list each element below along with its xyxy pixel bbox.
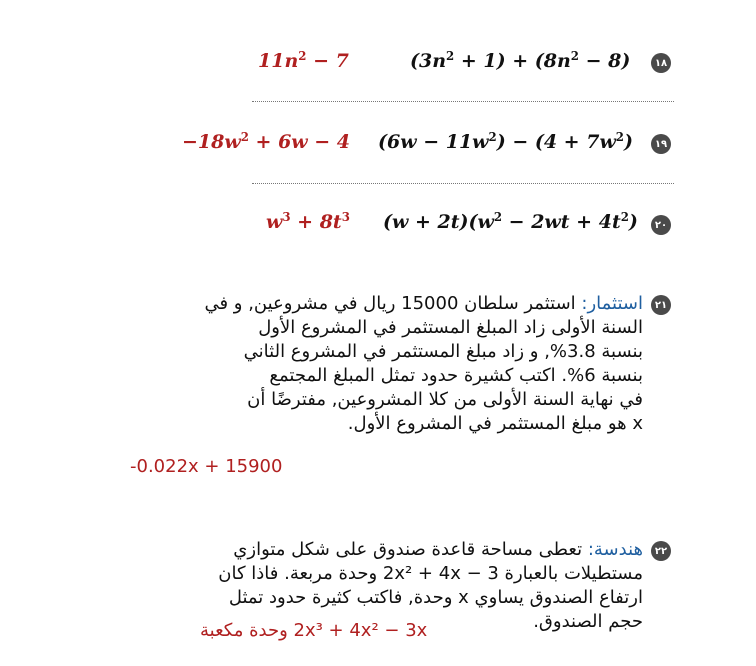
problem-19-question: $(6w - 11w^2) - (4 + 7w^2)$ bbox=[378, 129, 633, 153]
problem-number-badge: ٢١ bbox=[651, 295, 671, 315]
problem-number-badge: ٢٠ bbox=[651, 215, 671, 235]
topic-label: هندسة: bbox=[587, 539, 643, 560]
problem-number-badge: ٢٢ bbox=[651, 541, 671, 561]
text-line: بنسبة 3.8%, و زاد مبلغ المستثمر في المشروع الثاني bbox=[243, 341, 643, 362]
divider bbox=[252, 183, 674, 184]
problem-21-answer: -0.022x + 15900 bbox=[130, 456, 283, 477]
text-line: ارتفاع الصندوق يساوي x وحدة, فاكتب كثيرة حدود تمثل bbox=[228, 587, 643, 608]
text-line: استثمر سلطان 15000 ريال في مشروعين, و في bbox=[204, 293, 576, 314]
text-line: مستطيلات بالعبارة 3 − 2x² + 4x وحدة مربعة. فاذا كان bbox=[218, 563, 643, 584]
problem-20-answer: $w^3 + 8t^3$ bbox=[266, 209, 350, 233]
problem-number-badge: ١٩ bbox=[651, 134, 671, 154]
divider bbox=[252, 101, 674, 102]
problem-20-question: $(w + 2t)(w^2 - 2wt + 4t^2)$ bbox=[383, 209, 638, 233]
text-line: بنسبة 6%. اكتب كشيرة حدود تمثل المبلغ المجتمع bbox=[269, 365, 643, 386]
problem-21-text bbox=[204, 292, 643, 436]
text-line: تعطى مساحة قاعدة صندوق على شكل متوازي bbox=[233, 539, 583, 560]
topic-label: استثمار: bbox=[581, 293, 643, 314]
text-line: x هو مبلغ المستثمر في المشروع الأول. bbox=[347, 413, 643, 434]
problem-number-badge: ١٨ bbox=[651, 53, 671, 73]
text-line: حجم الصندوق. bbox=[533, 611, 643, 632]
text-line: في نهاية السنة الأولى من كلا المشروعين, مفترضًا أن bbox=[247, 389, 643, 410]
text-line: السنة الأولى زاد المبلغ المستثمر في المشروع الأول bbox=[258, 317, 643, 338]
problem-18-question: $(3n^2 + 1) + (8n^2 - 8)$ bbox=[410, 48, 631, 72]
problem-22-answer: 2x³ + 4x² − 3x وحدة مكعبة bbox=[200, 620, 428, 641]
problem-18-answer: $11n^2 - 7$ bbox=[258, 48, 349, 72]
problem-19-answer: $-18w^2 + 6w - 4$ bbox=[182, 129, 351, 153]
